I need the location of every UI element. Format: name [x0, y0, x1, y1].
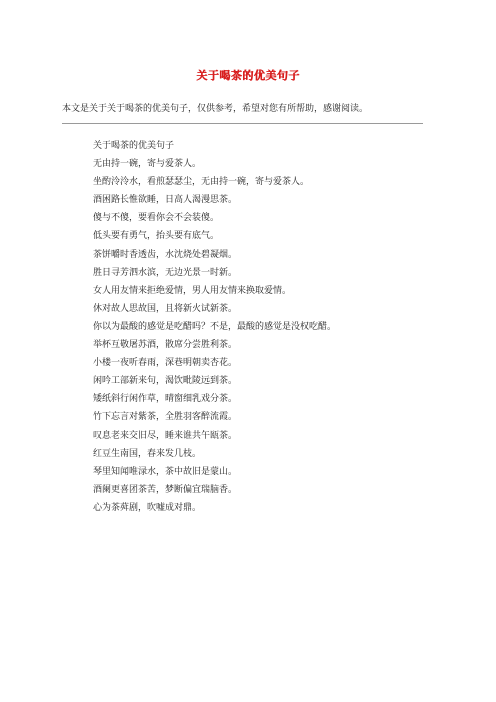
sentence-line: 无由持一碗，寄与爱茶人。	[93, 159, 202, 170]
section-heading: 关于喝茶的优美句子	[93, 141, 175, 151]
sentence-line: 坐酌泠泠水，看煎瑟瑟尘，无由持一碗，寄与爱茶人。	[93, 177, 310, 188]
sentence-line: 叹息老来交旧尽，睡来谁共午瓯茶。	[93, 430, 238, 441]
sentence-line: 闲吟工部新来句，渴饮毗陵远到茶。	[93, 376, 238, 387]
sentence-line: 你以为最酸的感觉是吃醋吗？不是，最酸的感觉是没权吃醋。	[93, 321, 337, 332]
sentence-line: 举杯互敬屠苏酒，散席分尝胜利茶。	[93, 340, 238, 351]
header-divider	[62, 123, 423, 124]
sentence-line: 茶饼嚼时香透齿，水沈烧处碧凝烟。	[93, 249, 238, 260]
sentence-line: 女人用友情来拒绝爱情，男人用友情来换取爱情。	[93, 285, 292, 296]
sentence-line: 琴里知闻唯渌水，茶中故旧是蒙山。	[93, 466, 238, 477]
sentence-line: 小楼一夜听春雨，深巷明朝卖杏花。	[93, 358, 238, 369]
sentence-list	[93, 137, 336, 517]
sentence-line: 心为茶荈剧，吹嘘成对鼎。	[93, 502, 202, 513]
sentence-line: 竹下忘言对紫茶，全胜羽客醉流霞。	[93, 412, 238, 423]
intro-paragraph: 本文是关于关于喝茶的优美句子，仅供参考，希望对您有所帮助，感谢阅读。	[62, 104, 369, 114]
sentence-line: 低头要有勇气，抬头要有底气。	[93, 231, 220, 242]
document-title: 关于喝茶的优美句子	[196, 69, 300, 82]
sentence-line: 休对故人思故国，且将新火试新茶。	[93, 303, 238, 314]
sentence-line: 酒阑更喜团茶苦，梦断偏宜瑞脑香。	[93, 484, 238, 495]
sentence-line: 矮纸斜行闲作草，晴窗细乳戏分茶。	[93, 394, 238, 405]
sentence-line: 酒困路长惟欲睡，日高人渴漫思茶。	[93, 195, 238, 206]
sentence-line: 胜日寻芳泗水滨，无边光景一时新。	[93, 267, 238, 278]
sentence-line: 傻与不傻，要看你会不会装傻。	[93, 213, 220, 224]
sentence-line: 红豆生南国，春来发几枝。	[93, 448, 202, 459]
